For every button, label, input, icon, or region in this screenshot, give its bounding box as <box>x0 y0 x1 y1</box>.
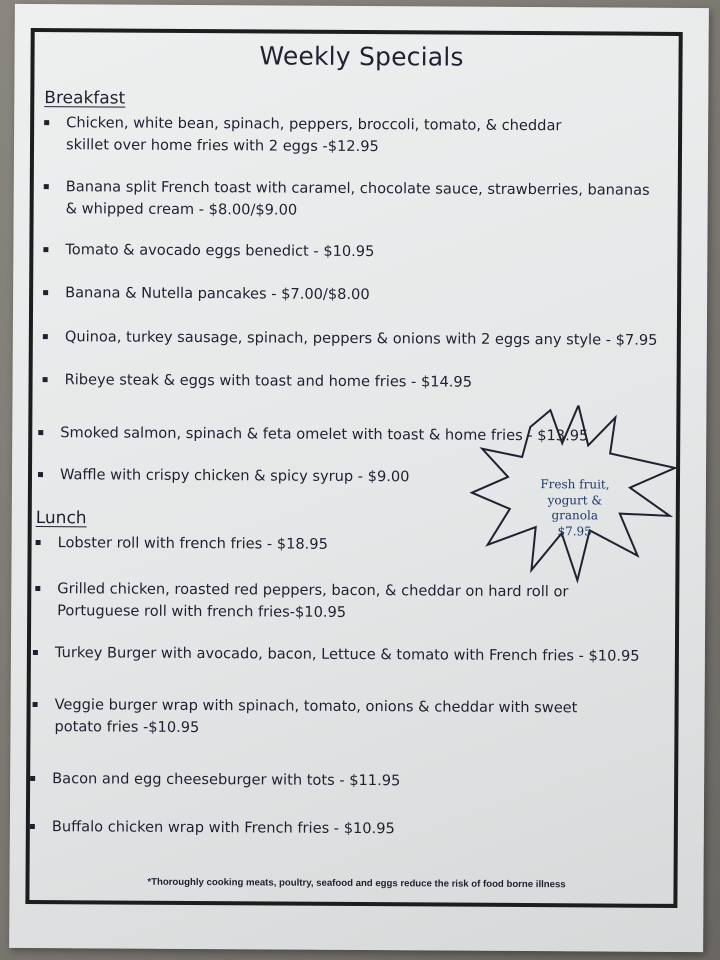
item-line: Chicken, white bean, spinach, peppers, broccoli, tomato, & cheddar <box>66 114 562 135</box>
starburst-line: $7.95 <box>557 523 592 538</box>
menu-sheet <box>9 4 709 952</box>
bullet-icon <box>33 650 38 655</box>
item-line: Banana split French toast with caramel, chocolate sauce, strawberries, bananas <box>65 178 650 199</box>
bullet-icon <box>43 247 48 252</box>
menu-item <box>55 642 640 668</box>
item-line: Waffle with crispy chicken & spicy syrup - $9.00 <box>59 466 410 486</box>
bullet-icon <box>30 824 35 829</box>
starburst-line: granola <box>551 508 599 523</box>
item-line: skillet over home fries with 2 eggs -$12.95 <box>65 136 379 156</box>
menu-item <box>65 282 370 306</box>
item-line: Turkey Burger with avocado, bacon, Lettuce & tomato with French fries - $10.95 <box>54 644 640 665</box>
menu-item <box>65 369 473 393</box>
starburst-line: Fresh fruit, <box>540 477 610 492</box>
bullet-icon <box>44 120 49 125</box>
menu-item <box>66 176 650 224</box>
item-line: Buffalo chicken wrap with French fries - $10.95 <box>51 818 395 838</box>
item-line: Bacon and egg cheeseburger with tots - $11.95 <box>52 770 401 790</box>
bullet-icon <box>30 776 35 781</box>
starburst-text <box>470 477 680 540</box>
bullet-icon <box>43 290 48 295</box>
item-line: Quinoa, turkey sausage, spinach, peppers & onions with 2 eggs any style - $7.95 <box>64 328 658 349</box>
starburst-line: yogurt & <box>547 492 603 507</box>
bullet-icon <box>43 377 48 382</box>
item-line: Portuguese roll with french fries-$10.95 <box>57 602 347 621</box>
starburst-callout <box>469 405 680 586</box>
bullet-icon <box>38 430 43 435</box>
bullet-icon <box>44 184 49 189</box>
menu-item <box>58 532 328 556</box>
item-line: & whipped cream - $8.00/$9.00 <box>65 200 298 219</box>
item-line: Lobster roll with french fries - $18.95 <box>57 534 328 553</box>
item-line: Ribeye steak & eggs with toast and home fries - $14.95 <box>64 371 473 391</box>
bullet-icon <box>43 334 48 339</box>
item-line: potato fries -$10.95 <box>54 718 200 737</box>
menu-item <box>65 326 658 352</box>
menu-item <box>52 768 400 792</box>
item-line: Veggie burger wrap with spinach, tomato, onions & cheddar with sweet <box>54 696 578 717</box>
menu-item <box>65 239 374 263</box>
bullet-icon <box>35 586 40 591</box>
item-line: Smoked salmon, spinach & feta omelet with toast & home fries - $13.95 <box>60 424 589 445</box>
bullet-icon <box>33 702 38 707</box>
menu-item <box>54 694 577 741</box>
item-line: Grilled chicken, roasted red peppers, bacon, & cheddar on hard roll or <box>57 580 569 601</box>
menu-item <box>57 578 568 625</box>
bullet-icon <box>36 540 41 545</box>
bullet-icon <box>38 472 43 477</box>
breakfast-heading: Breakfast <box>44 88 126 109</box>
page-title: Weekly Specials <box>259 41 464 72</box>
item-line: Tomato & avocado eggs benedict - $10.95 <box>65 241 375 261</box>
menu-item <box>60 464 410 488</box>
menu-item <box>52 816 395 840</box>
food-safety-footnote: *Thoroughly cooking meats, poultry, seafood and eggs reduce the risk of food borne illness <box>147 876 566 891</box>
item-line: Banana & Nutella pancakes - $7.00/$8.00 <box>65 284 370 304</box>
lunch-heading: Lunch <box>35 508 87 529</box>
menu-item <box>66 112 562 159</box>
